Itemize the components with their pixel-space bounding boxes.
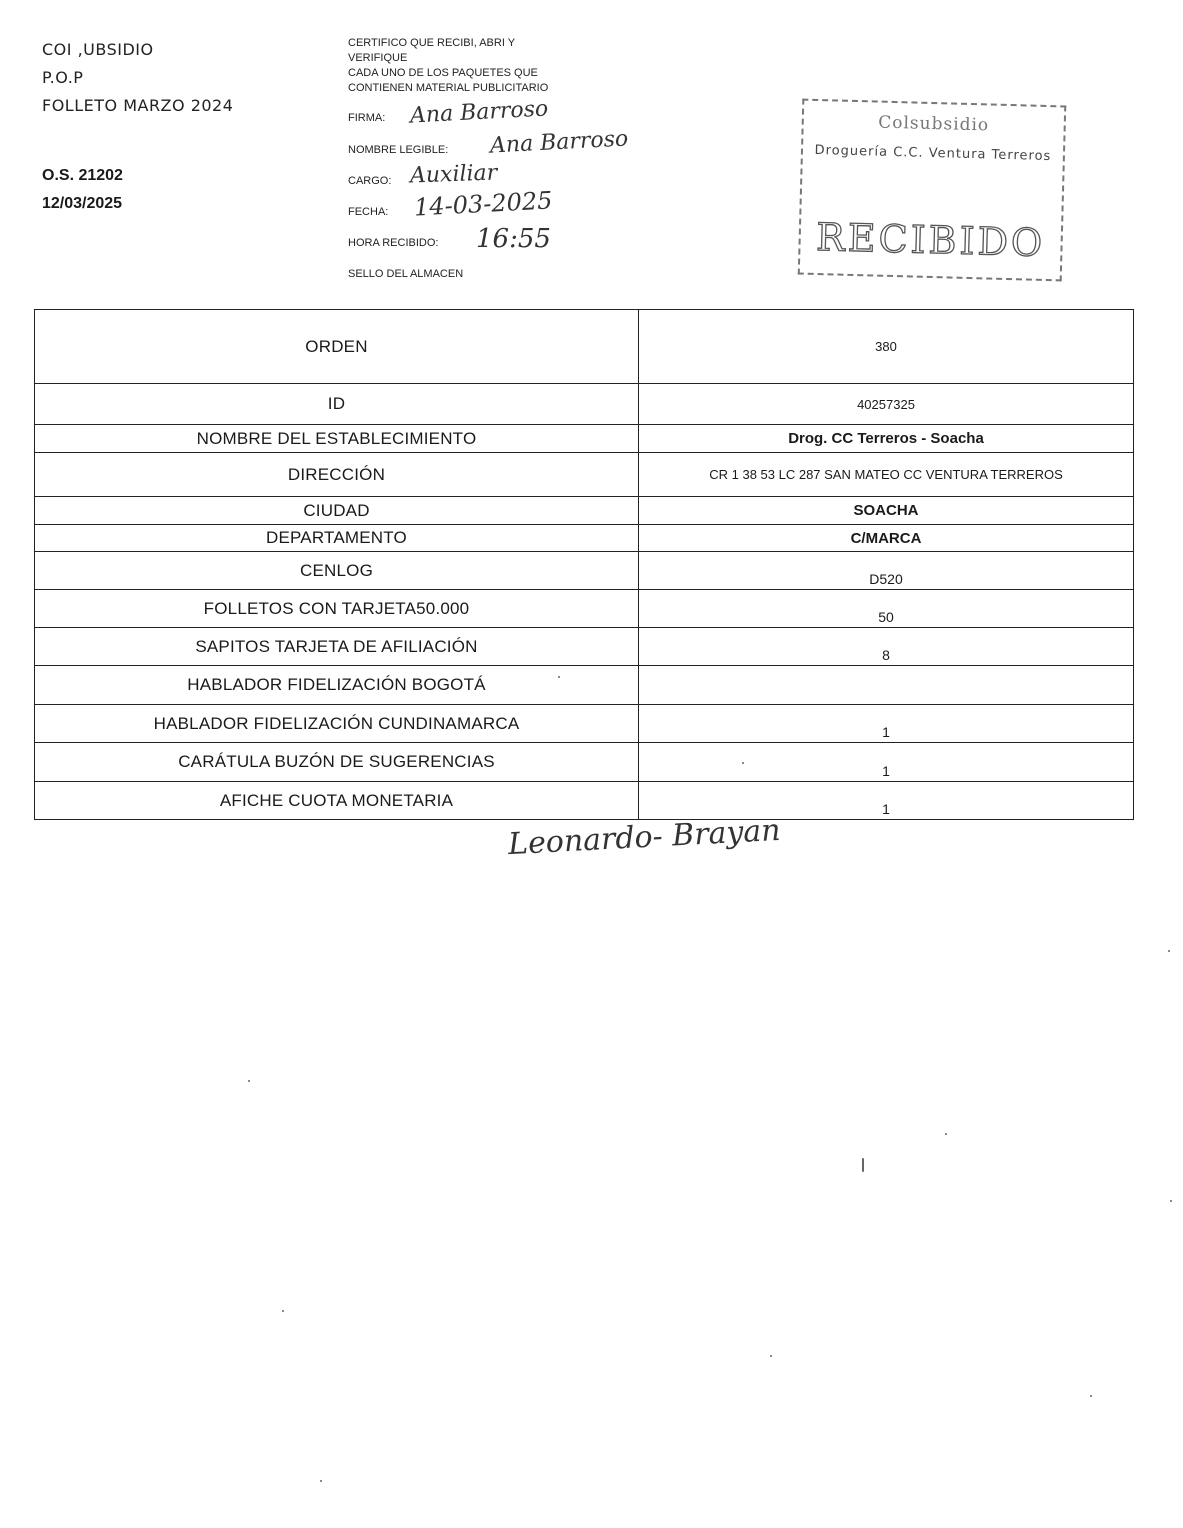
row-label: ORDEN [35, 310, 639, 384]
scan-speck [742, 762, 744, 764]
nombre-value: Ana Barroso [489, 126, 629, 159]
hora-label: HORA RECIBIDO: [348, 237, 439, 249]
scan-speck [945, 1133, 947, 1135]
cert-intro-line: VERIFIQUE [348, 52, 408, 64]
certification-block [348, 36, 648, 96]
row-value: 8 [639, 628, 1134, 666]
cargo-value: Auxiliar [409, 160, 498, 189]
fecha-label: FECHA: [348, 206, 389, 218]
table-row [35, 425, 1134, 453]
row-value: D520 [639, 552, 1134, 590]
firma-label: FIRMA: [348, 112, 386, 124]
row-label: DIRECCIÓN [35, 453, 639, 497]
table-row [35, 384, 1134, 425]
nombre-label: NOMBRE LEGIBLE: [348, 144, 449, 156]
delivery-table [34, 309, 1134, 820]
row-label: DEPARTAMENTO [35, 525, 639, 552]
table-row [35, 705, 1134, 743]
table-row [35, 590, 1134, 628]
row-value: SOACHA [639, 497, 1134, 525]
received-stamp [798, 99, 1067, 282]
row-value: 40257325 [639, 384, 1134, 425]
stamp-recibido: RECIBIDO [815, 214, 1046, 265]
service-order-block [42, 162, 123, 218]
stamp-store: Droguería C.C. Ventura Terreros [814, 142, 1052, 165]
scan-speck [320, 1480, 322, 1482]
header-folleto: FOLLETO MARZO 2024 [42, 96, 234, 115]
table-row [35, 782, 1134, 820]
table-row [35, 525, 1134, 552]
row-value: CR 1 38 53 LC 287 SAN MATEO CC VENTURA TERREROS [639, 453, 1134, 497]
table-row [35, 310, 1134, 384]
table-row [35, 552, 1134, 590]
header-company: COI ,UBSIDIO [42, 40, 154, 59]
row-value: C/MARCA [639, 525, 1134, 552]
scan-speck [248, 1080, 250, 1082]
row-value: 380 [639, 310, 1134, 384]
row-value: 1 [639, 743, 1134, 782]
header-pop: P.O.P [42, 68, 84, 87]
scan-speck [282, 1310, 284, 1312]
cert-intro-line: CONTIENEN MATERIAL PUBLICITARIO [348, 82, 549, 94]
row-label: CARÁTULA BUZÓN DE SUGERENCIAS [35, 743, 639, 782]
receiver-signature: Leonardo- Brayan [507, 812, 782, 863]
row-label: FOLLETOS CON TARJETA50.000 [35, 590, 639, 628]
scan-speck [770, 1355, 772, 1357]
row-label: ID [35, 384, 639, 425]
document-header [42, 36, 233, 120]
row-value [639, 666, 1134, 705]
row-value: Drog. CC Terreros - Soacha [639, 425, 1134, 453]
row-label: AFICHE CUOTA MONETARIA [35, 782, 639, 820]
scan-speck [862, 1158, 864, 1172]
cargo-label: CARGO: [348, 175, 392, 187]
certification-intro [348, 36, 648, 96]
service-order-date: 12/03/2025 [42, 195, 123, 212]
row-value: 1 [639, 782, 1134, 820]
fecha-value: 14-03-2025 [413, 186, 554, 222]
table-row [35, 497, 1134, 525]
row-label: NOMBRE DEL ESTABLECIMIENTO [35, 425, 639, 453]
hora-value: 16:55 [476, 224, 551, 254]
row-value: 1 [639, 705, 1134, 743]
cert-intro-line: CADA UNO DE LOS PAQUETES QUE [348, 67, 538, 79]
cert-intro-line: CERTIFICO QUE RECIBI, ABRI Y [348, 37, 516, 49]
table-row [35, 743, 1134, 782]
scan-speck [1090, 1395, 1092, 1397]
table-row [35, 666, 1134, 705]
sello-label: SELLO DEL ALMACEN [348, 268, 464, 280]
row-label: CIUDAD [35, 497, 639, 525]
scan-speck [1168, 950, 1170, 952]
scan-speck [558, 676, 560, 678]
row-value: 50 [639, 590, 1134, 628]
table-row [35, 453, 1134, 497]
service-order-number: O.S. 21202 [42, 167, 123, 184]
stamp-brand: Colsubsidio [878, 112, 990, 136]
scan-speck [1170, 1200, 1172, 1202]
row-label: CENLOG [35, 552, 639, 590]
firma-signature: Ana Barroso [409, 96, 549, 129]
table-row [35, 628, 1134, 666]
row-label: HABLADOR FIDELIZACIÓN BOGOTÁ [35, 666, 639, 705]
row-label: HABLADOR FIDELIZACIÓN CUNDINAMARCA [35, 705, 639, 743]
row-label: SAPITOS TARJETA DE AFILIACIÓN [35, 628, 639, 666]
